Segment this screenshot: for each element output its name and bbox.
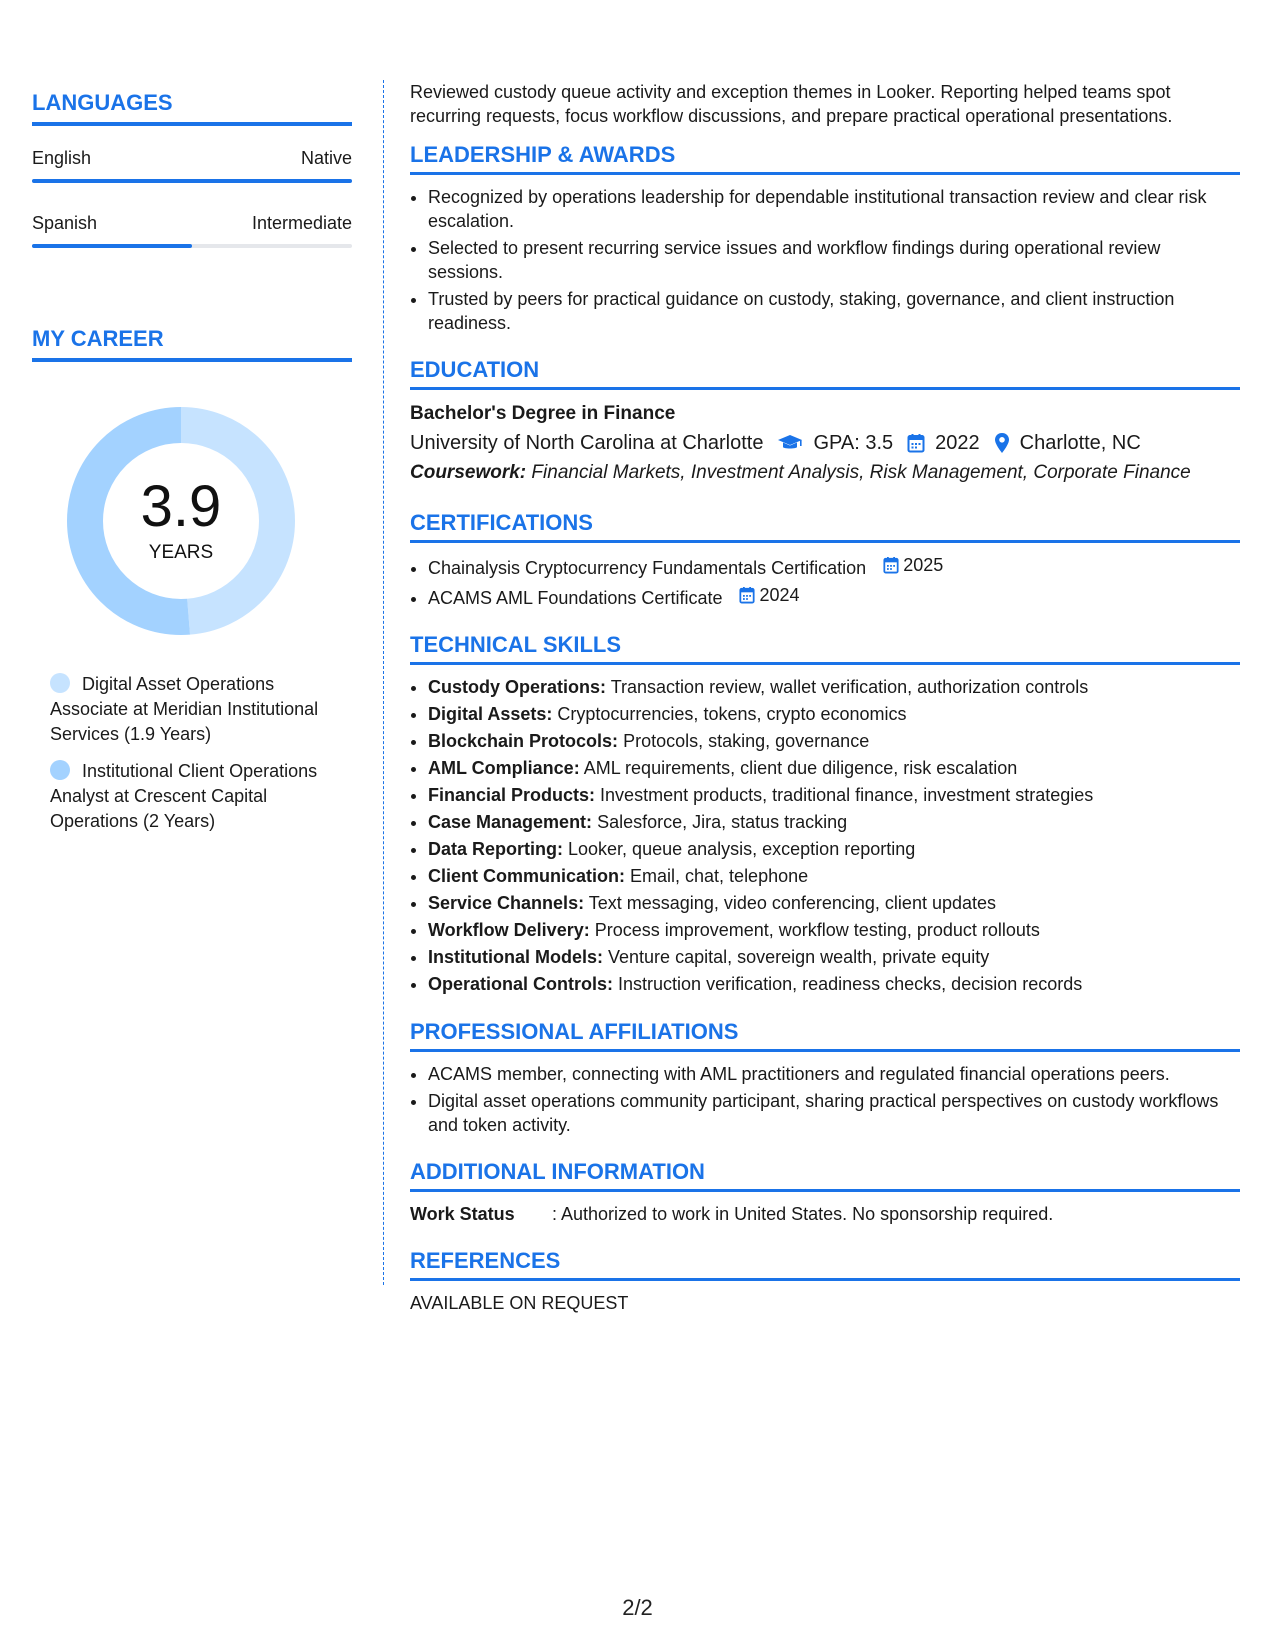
certifications-section (410, 510, 1240, 610)
affiliations-heading: PROFESSIONAL AFFILIATIONS (410, 1019, 1240, 1052)
skill-value: Investment products, traditional finance, investment strategies (600, 785, 1094, 805)
career-legend-text: Digital Asset Operations Associate at Meridian Institutional Services (1.9 Years) (50, 674, 319, 744)
career-legend-item (50, 759, 330, 834)
skill-value: Instruction verification, readiness checks, decision records (618, 974, 1083, 994)
main-content (410, 80, 1240, 1337)
certification-item (428, 583, 1240, 610)
graduation-cap-icon (777, 434, 803, 452)
language-proficiency-bar (32, 244, 352, 248)
work-status-value: : Authorized to work in United States. No sponsorship required. (552, 1204, 1054, 1224)
school-name: University of North Carolina at Charlotte (410, 432, 764, 454)
skill-item (428, 945, 1240, 970)
experience-summary: Reviewed custody queue activity and exception themes in Looker. Reporting helped teams spot recurring requests, focus workflow discussions, and prepare practical operational presentations. (410, 82, 1173, 126)
skill-label: AML Compliance: (428, 758, 580, 778)
school-location: Charlotte, NC (1019, 432, 1141, 454)
language-item (32, 148, 352, 183)
calendar-icon (739, 586, 755, 604)
graduation-year: 2022 (935, 432, 980, 454)
references-text: AVAILABLE ON REQUEST (410, 1293, 629, 1313)
education-details (410, 428, 1240, 458)
skill-label: Blockchain Protocols: (428, 731, 619, 751)
leadership-section (410, 142, 1240, 335)
affiliation-item: • Digital asset operations community participant, sharing practical perspectives on custody workflows and token activity. (428, 1089, 1240, 1137)
skill-label: Custody Operations: (428, 677, 607, 697)
career-legend-item (50, 672, 330, 747)
leadership-heading: LEADERSHIP & AWARDS (410, 142, 1240, 175)
skill-value: Salesforce, Jira, status tracking (597, 812, 848, 832)
certification-year: 2025 (903, 555, 944, 575)
references-heading: REFERENCES (410, 1248, 1240, 1281)
page-number: 2/2 (622, 1595, 653, 1620)
certifications-heading: CERTIFICATIONS (410, 510, 1240, 543)
skill-item (428, 891, 1240, 916)
career-donut-chart (66, 406, 296, 636)
certification-item (428, 553, 1240, 580)
language-level: Intermediate (251, 213, 352, 233)
skill-value: Process improvement, workflow testing, product rollouts (594, 920, 1040, 940)
coursework-label: Coursework: (410, 462, 527, 483)
calendar-icon (907, 433, 925, 453)
language-proficiency-bar (32, 179, 352, 183)
certification-name: Chainalysis Cryptocurrency Fundamentals Certification (428, 558, 867, 578)
leadership-item: • Recognized by operations leadership for dependable institutional transaction review and clear risk escalation. (428, 185, 1240, 233)
skill-label: Client Communication: (428, 866, 625, 886)
skill-value: Protocols, staking, governance (623, 731, 870, 751)
languages-heading: LANGUAGES (32, 90, 352, 126)
skill-item (428, 756, 1240, 781)
coursework-list: Financial Markets, Investment Analysis, Risk Management, Corporate Finance (531, 462, 1191, 483)
skill-label: Service Channels: (428, 893, 585, 913)
career-years-label: YEARS (148, 542, 214, 563)
calendar-icon (883, 556, 899, 574)
certification-name: ACAMS AML Foundations Certificate (428, 588, 723, 608)
affiliation-item: • ACAMS member, connecting with AML practitioners and regulated financial operations peers. (428, 1062, 1240, 1086)
work-status-label: Work Status (410, 1204, 515, 1224)
skill-item (428, 783, 1240, 808)
legend-dot (50, 673, 70, 693)
coursework (410, 458, 1240, 488)
career-total-years: 3.9 (140, 474, 222, 539)
degree-title: Bachelor's Degree in Finance (410, 403, 676, 424)
skill-item (428, 675, 1240, 700)
skill-item (428, 837, 1240, 862)
career-heading: MY CAREER (32, 326, 352, 362)
certification-year: 2024 (759, 585, 800, 605)
skills-heading: TECHNICAL SKILLS (410, 632, 1240, 665)
skill-item (428, 918, 1240, 943)
skill-label: Workflow Delivery: (428, 920, 590, 940)
skill-item (428, 729, 1240, 754)
skill-label: Case Management: (428, 812, 593, 832)
language-name: Spanish (32, 213, 98, 233)
leadership-item: • Selected to present recurring service issues and workflow findings during operational review sessions. (428, 236, 1240, 284)
career-legend-text: Institutional Client Operations Analyst at Crescent Capital Operations (2 Years) (50, 761, 318, 831)
education-heading: EDUCATION (410, 357, 1240, 390)
skill-label: Data Reporting: (428, 839, 563, 859)
gpa: GPA: 3.5 (813, 432, 894, 454)
skill-item (428, 810, 1240, 835)
leadership-item: • Trusted by peers for practical guidance on custody, staking, governance, and client instruction readiness. (428, 287, 1240, 335)
skill-value: Venture capital, sovereign wealth, private equity (608, 947, 990, 967)
skill-value: Looker, queue analysis, exception reporting (568, 839, 916, 859)
skill-item (428, 702, 1240, 727)
skill-label: Operational Controls: (428, 974, 614, 994)
skill-item (428, 864, 1240, 889)
map-pin-icon (994, 432, 1010, 454)
language-proficiency-fill (32, 179, 352, 183)
column-divider (383, 80, 384, 1285)
sidebar (32, 90, 352, 846)
skill-label: Financial Products: (428, 785, 596, 805)
language-item (32, 213, 352, 248)
language-proficiency-fill (32, 244, 192, 248)
education-section (410, 357, 1240, 488)
skill-label: Institutional Models: (428, 947, 603, 967)
skill-value: Email, chat, telephone (630, 866, 809, 886)
language-name: English (32, 148, 92, 168)
skill-value: Cryptocurrencies, tokens, crypto economics (557, 704, 907, 724)
language-level: Native (300, 148, 352, 168)
skill-value: Transaction review, wallet verification, authorization controls (610, 677, 1089, 697)
skill-item (428, 972, 1240, 997)
skill-value: Text messaging, video conferencing, client updates (588, 893, 997, 913)
skills-section (410, 632, 1240, 997)
skill-value: AML requirements, client due diligence, risk escalation (583, 758, 1018, 778)
additional-info-heading: ADDITIONAL INFORMATION (410, 1159, 1240, 1192)
legend-dot (50, 760, 70, 780)
additional-info-section (410, 1159, 1240, 1226)
affiliations-section (410, 1019, 1240, 1137)
skill-label: Digital Assets: (428, 704, 553, 724)
career-legend (50, 672, 352, 834)
references-section (410, 1248, 1240, 1315)
